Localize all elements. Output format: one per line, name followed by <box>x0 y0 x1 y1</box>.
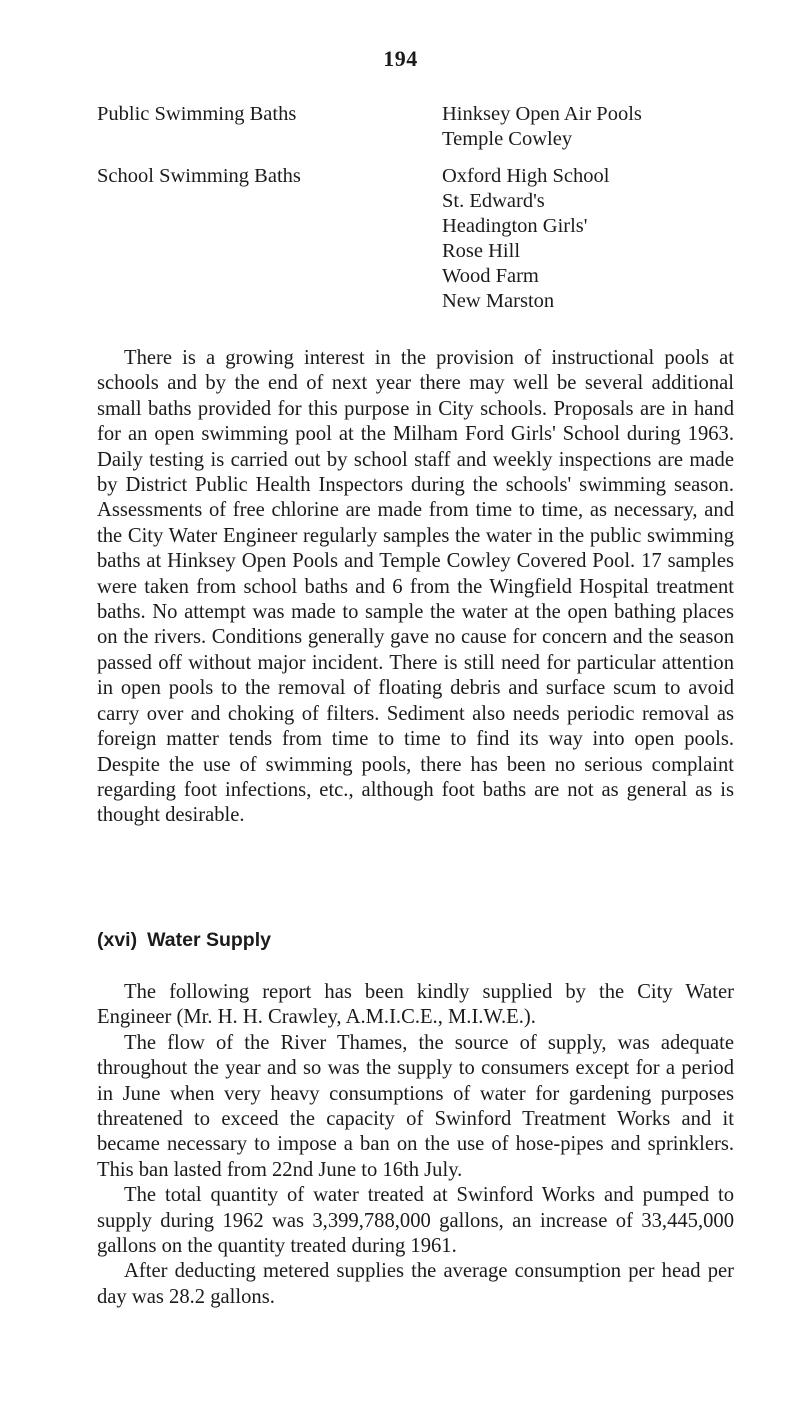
pool-name: Temple Cowley <box>442 128 573 150</box>
water-supply-paragraph: After deducting metered supplies the average consumption per head per day was 28.2 gallons. <box>97 1260 734 1308</box>
pool-names <box>442 164 609 314</box>
pool-list-table <box>97 102 717 326</box>
pool-name: Rose Hill <box>442 240 521 262</box>
water-supply-paragraph: The total quantity of water treated at Swinford Works and pumped to supply during 1962 was 3,399,788,000 gallons, an increase of 33,445,000 gallons on the quantity treated during 1961. <box>97 1184 734 1258</box>
section-title: Water Supply <box>147 929 271 951</box>
pool-category-label: Public Swimming Baths <box>97 103 297 125</box>
pool-group-school <box>97 164 717 314</box>
pool-name: Oxford High School <box>442 165 610 187</box>
water-supply-body <box>97 980 734 1310</box>
pool-name: Wood Farm <box>442 265 539 287</box>
pool-name: Hinksey Open Air Pools <box>442 103 642 125</box>
pool-category-label: School Swimming Baths <box>97 165 301 187</box>
pool-group-public <box>97 102 717 152</box>
pool-name: St. Edward's <box>442 190 545 212</box>
page-number: 194 <box>383 46 418 71</box>
pool-name: Headington Girls' <box>442 215 588 237</box>
pool-names <box>442 102 642 152</box>
section-heading-water-supply <box>97 929 271 952</box>
water-supply-paragraph: The following report has been kindly supplied by the City Water Engineer (Mr. H. H. Crawley, A.M.I.C.E., M.I.W.E.). <box>97 981 734 1029</box>
instructional-pools-paragraph: There is a growing interest in the provision of instructional pools at schools and by the end of next year there may well be several additional small baths provided for this purpose in City schools. Proposals are in hand for an open swimming pool at the Milham Ford Girls' School during 1963. Daily testing is carried out by school staff and weekly inspections are made by District Public Health Inspectors during the schools' swimming season. Assessments of free chlorine are made from time to time, as necessary, and the City Water Engineer regularly samples the water in the public swimming baths at Hinksey Open Pools and Temple Cowley Covered Pool. 17 samples were taken from school baths and 6 from the Wingfield Hospital treatment baths. No attempt was made to sample the water at the open bathing places on the rivers. Conditions generally gave no cause for concern and the season passed off without major incident. There is still need for particular attention in open pools to the removal of floating debris and surface scum to avoid carry over and choking of filters. Sediment also needs periodic removal as foreign matter tends from time to time to find its way into open pools. Despite the use of swimming pools, there has been no serious complaint regarding foot infections, etc., although foot baths are not as general as is thought desirable. <box>97 347 734 827</box>
pool-name: New Marston <box>442 290 555 312</box>
section-number: (xvi) <box>97 929 138 951</box>
water-supply-paragraph: The flow of the River Thames, the source of supply, was adequate throughout the year and so was the supply to consumers except for a period in June when very heavy consumptions of water for gardening purposes threatened to exceed the capacity of Swinford Treatment Works and it became necessary to impose a ban on the use of hose-pipes and sprinklers. This ban lasted from 22nd June to 16th July. <box>97 1031 734 1181</box>
